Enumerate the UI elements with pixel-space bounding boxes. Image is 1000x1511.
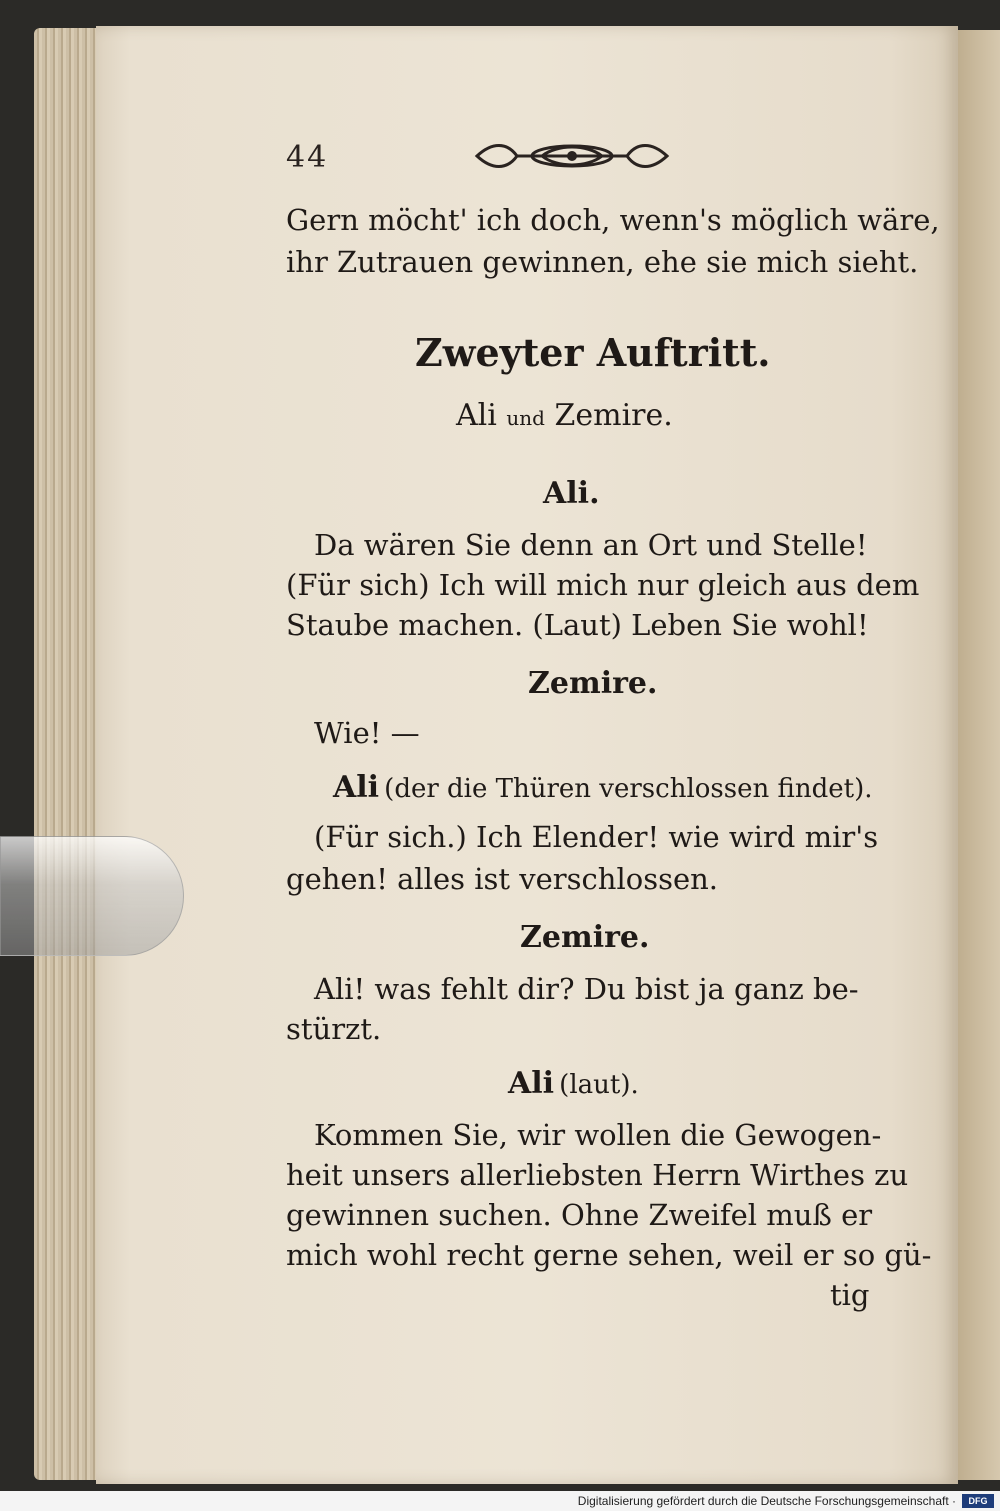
speaker-line [333, 770, 872, 805]
page-holder-clip [0, 836, 184, 956]
text-line: (Für sich) Ich will mich nur gleich aus dem [286, 568, 920, 602]
text-line: Da wären Sie denn an Ort und Stelle! [314, 528, 868, 562]
speaker-name: Zemire. [520, 920, 650, 955]
cast-list [456, 398, 673, 433]
text-line: Kommen Sie, wir wollen die Gewogen- [314, 1118, 882, 1152]
speaker-name: Ali [333, 770, 380, 805]
page-header [286, 132, 876, 182]
text-line: (Für sich.) Ich Elender! wie wird mir's [314, 820, 879, 854]
cast-name: Ali [456, 398, 497, 433]
text-line: Staube machen. (Laut) Leben Sie wohl! [286, 608, 869, 642]
digitization-footer [0, 1491, 1000, 1511]
text-line: gewinnen suchen. Ohne Zweifel muß er [286, 1198, 873, 1232]
text-line: Ali! was fehlt dir? Du bist ja ganz be- [314, 972, 859, 1006]
facing-page-edge [958, 30, 1000, 1480]
cast-name: Zemire. [554, 398, 673, 433]
page-number: 44 [286, 140, 329, 175]
scene-title: Zweyter Auftritt. [415, 330, 771, 375]
text-line: mich wohl recht gerne sehen, weil er so gü- [286, 1238, 932, 1272]
book-page-edges [34, 28, 104, 1480]
dfg-logo-icon: DFG [962, 1494, 994, 1508]
speaker-line [508, 1066, 639, 1101]
text-line: heit unsers allerliebsten Herrn Wirthes zu [286, 1158, 909, 1192]
text-line: Wie! — [314, 716, 420, 750]
text-line: gehen! alles ist verschlossen. [286, 862, 719, 896]
catchword: tig [830, 1278, 870, 1312]
stage-direction: (der die Thüren verschlossen findet). [384, 774, 873, 804]
speaker-name: Zemire. [528, 666, 658, 701]
ornament-icon [472, 138, 672, 174]
text-line: stürzt. [286, 1012, 382, 1046]
speaker-name: Ali. [543, 476, 600, 511]
footer-credit: Digitalisierung gefördert durch die Deutsche Forschungsgemeinschaft · [577, 1494, 956, 1508]
text-line: ihr Zutrauen gewinnen, ehe sie mich sieht. [286, 245, 919, 279]
stage-direction: (laut). [559, 1070, 639, 1100]
text-line: Gern möcht' ich doch, wenn's möglich wäre, [286, 203, 940, 237]
cast-connector: und [506, 406, 545, 430]
speaker-name: Ali [508, 1066, 555, 1101]
